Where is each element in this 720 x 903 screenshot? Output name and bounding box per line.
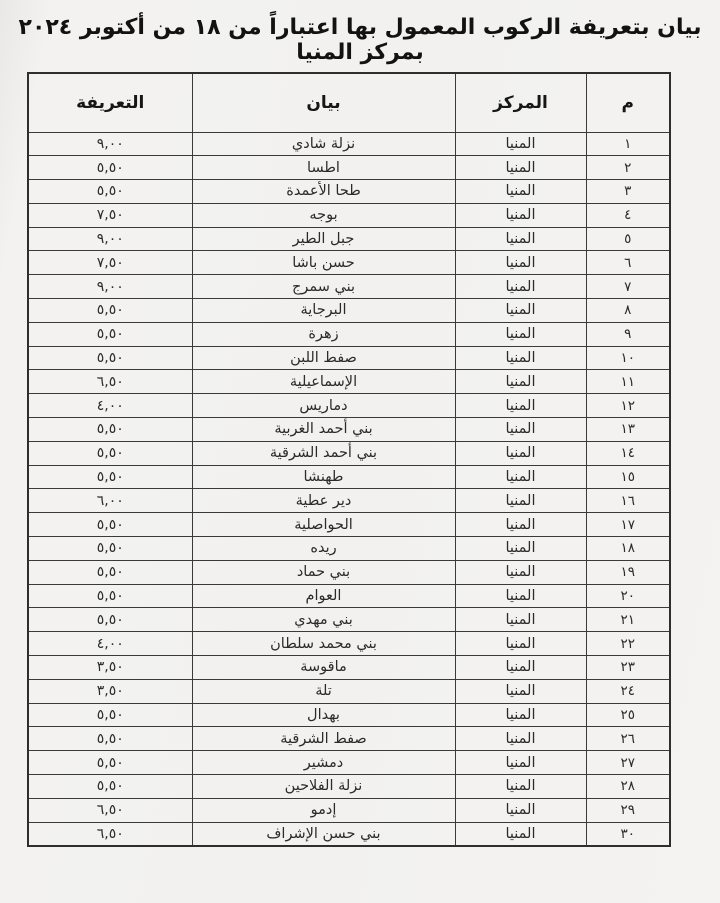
row-center-cell: المنيا: [455, 775, 586, 799]
row-tariff-cell: ٥,٥٠: [28, 560, 192, 584]
row-index-cell: ١٤: [586, 441, 670, 465]
header-statement: بيان: [192, 73, 455, 132]
document-title: بيان بتعريفة الركوب المعمول بها اعتباراً من ١٨ من أكتوبر ٢٠٢٤ بمركز المنيا: [18, 15, 702, 65]
row-center-cell: المنيا: [455, 418, 586, 442]
row-index-cell: ١: [586, 132, 670, 156]
table-row: [28, 441, 670, 465]
table-row: [28, 394, 670, 418]
row-tariff-cell: ٥,٥٠: [28, 727, 192, 751]
row-index-cell: ٢٨: [586, 775, 670, 799]
row-index-cell: ٢٧: [586, 751, 670, 775]
row-statement-cell: نزلة شادي: [192, 132, 455, 156]
row-statement-cell: زهرة: [192, 322, 455, 346]
row-tariff-cell: ٥,٥٠: [28, 608, 192, 632]
table-row: [28, 822, 670, 846]
row-tariff-cell: ٣,٥٠: [28, 656, 192, 680]
row-center-cell: المنيا: [455, 370, 586, 394]
row-statement-cell: بني أحمد الشرقية: [192, 441, 455, 465]
row-tariff-cell: ٤,٠٠: [28, 394, 192, 418]
row-tariff-cell: ٥,٥٠: [28, 465, 192, 489]
table-row: [28, 418, 670, 442]
row-index-cell: ١٦: [586, 489, 670, 513]
row-index-cell: ١٧: [586, 513, 670, 537]
row-statement-cell: دمشير: [192, 751, 455, 775]
table-row: [28, 798, 670, 822]
table-row: [28, 299, 670, 323]
row-index-cell: ٢٣: [586, 656, 670, 680]
row-center-cell: المنيا: [455, 227, 586, 251]
row-statement-cell: الحواصلية: [192, 513, 455, 537]
row-statement-cell: حسن باشا: [192, 251, 455, 275]
row-statement-cell: ماقوسة: [192, 656, 455, 680]
table-row: [28, 203, 670, 227]
table-row: [28, 275, 670, 299]
row-index-cell: ٤: [586, 203, 670, 227]
row-center-cell: المنيا: [455, 489, 586, 513]
row-tariff-cell: ٥,٥٠: [28, 775, 192, 799]
row-statement-cell: صفط الشرقية: [192, 727, 455, 751]
table-row: [28, 132, 670, 156]
row-center-cell: المنيا: [455, 346, 586, 370]
table-row: [28, 679, 670, 703]
table-row: [28, 227, 670, 251]
row-index-cell: ٩: [586, 322, 670, 346]
table-row: [28, 465, 670, 489]
header-row: [28, 73, 670, 132]
row-index-cell: ١٢: [586, 394, 670, 418]
row-tariff-cell: ٧,٥٠: [28, 203, 192, 227]
row-center-cell: المنيا: [455, 822, 586, 846]
row-index-cell: ٢٤: [586, 679, 670, 703]
row-center-cell: المنيا: [455, 560, 586, 584]
row-tariff-cell: ٥,٥٠: [28, 180, 192, 204]
row-center-cell: المنيا: [455, 299, 586, 323]
row-tariff-cell: ٥,٥٠: [28, 156, 192, 180]
row-center-cell: المنيا: [455, 441, 586, 465]
row-tariff-cell: ٦,٠٠: [28, 489, 192, 513]
table-row: [28, 180, 670, 204]
row-statement-cell: بني حسن الإشراف: [192, 822, 455, 846]
table-row: [28, 584, 670, 608]
table-row: [28, 322, 670, 346]
row-center-cell: المنيا: [455, 679, 586, 703]
row-tariff-cell: ٤,٠٠: [28, 632, 192, 656]
row-tariff-cell: ٥,٥٠: [28, 537, 192, 561]
row-index-cell: ١٣: [586, 418, 670, 442]
row-center-cell: المنيا: [455, 465, 586, 489]
row-statement-cell: إدمو: [192, 798, 455, 822]
table-row: [28, 370, 670, 394]
row-index-cell: ١٩: [586, 560, 670, 584]
row-index-cell: ٢٥: [586, 703, 670, 727]
row-statement-cell: الإسماعيلية: [192, 370, 455, 394]
row-index-cell: ٨: [586, 299, 670, 323]
row-index-cell: ١٠: [586, 346, 670, 370]
table-row: [28, 727, 670, 751]
row-statement-cell: بوجه: [192, 203, 455, 227]
header-index: م: [586, 73, 670, 132]
row-index-cell: ٢١: [586, 608, 670, 632]
row-center-cell: المنيا: [455, 798, 586, 822]
table-row: [28, 513, 670, 537]
header-tariff: التعريفة: [28, 73, 192, 132]
row-center-cell: المنيا: [455, 703, 586, 727]
row-statement-cell: بني سمرج: [192, 275, 455, 299]
row-center-cell: المنيا: [455, 203, 586, 227]
row-center-cell: المنيا: [455, 275, 586, 299]
row-statement-cell: طحا الأعمدة: [192, 180, 455, 204]
row-center-cell: المنيا: [455, 584, 586, 608]
row-tariff-cell: ٥,٥٠: [28, 751, 192, 775]
table-row: [28, 632, 670, 656]
row-center-cell: المنيا: [455, 132, 586, 156]
row-tariff-cell: ٩,٠٠: [28, 227, 192, 251]
row-tariff-cell: ٥,٥٠: [28, 584, 192, 608]
row-statement-cell: بني حماد: [192, 560, 455, 584]
row-center-cell: المنيا: [455, 537, 586, 561]
row-center-cell: المنيا: [455, 513, 586, 537]
row-index-cell: ٣: [586, 180, 670, 204]
row-tariff-cell: ٥,٥٠: [28, 346, 192, 370]
row-index-cell: ٣٠: [586, 822, 670, 846]
row-statement-cell: بني مهدي: [192, 608, 455, 632]
row-tariff-cell: ٥,٥٠: [28, 322, 192, 346]
table-body: [28, 132, 670, 846]
row-statement-cell: البرجاية: [192, 299, 455, 323]
row-center-cell: المنيا: [455, 322, 586, 346]
row-center-cell: المنيا: [455, 751, 586, 775]
row-index-cell: ٢: [586, 156, 670, 180]
row-center-cell: المنيا: [455, 180, 586, 204]
row-tariff-cell: ٣,٥٠: [28, 679, 192, 703]
row-tariff-cell: ٥,٥٠: [28, 513, 192, 537]
row-statement-cell: العوام: [192, 584, 455, 608]
row-index-cell: ٥: [586, 227, 670, 251]
row-statement-cell: ريده: [192, 537, 455, 561]
row-index-cell: ١١: [586, 370, 670, 394]
table-row: [28, 751, 670, 775]
table-row: [28, 608, 670, 632]
row-statement-cell: تلة: [192, 679, 455, 703]
row-center-cell: المنيا: [455, 727, 586, 751]
row-tariff-cell: ٥,٥٠: [28, 441, 192, 465]
row-index-cell: ٢٠: [586, 584, 670, 608]
row-statement-cell: نزلة الفلاحين: [192, 775, 455, 799]
row-tariff-cell: ٦,٥٠: [28, 822, 192, 846]
row-center-cell: المنيا: [455, 608, 586, 632]
row-statement-cell: بني أحمد الغربية: [192, 418, 455, 442]
row-statement-cell: صفط اللبن: [192, 346, 455, 370]
row-index-cell: ٦: [586, 251, 670, 275]
row-index-cell: ٢٩: [586, 798, 670, 822]
row-center-cell: المنيا: [455, 394, 586, 418]
row-index-cell: ٢٢: [586, 632, 670, 656]
table-row: [28, 489, 670, 513]
row-tariff-cell: ٩,٠٠: [28, 275, 192, 299]
row-statement-cell: اطسا: [192, 156, 455, 180]
row-index-cell: ١٨: [586, 537, 670, 561]
row-index-cell: ٧: [586, 275, 670, 299]
tariff-table: [27, 72, 671, 847]
table-row: [28, 703, 670, 727]
table-row: [28, 775, 670, 799]
table-row: [28, 346, 670, 370]
table-row: [28, 656, 670, 680]
row-center-cell: المنيا: [455, 156, 586, 180]
table-row: [28, 251, 670, 275]
row-tariff-cell: ٥,٥٠: [28, 703, 192, 727]
row-statement-cell: جبل الطير: [192, 227, 455, 251]
row-statement-cell: بهدال: [192, 703, 455, 727]
table-row: [28, 537, 670, 561]
row-tariff-cell: ٧,٥٠: [28, 251, 192, 275]
table-row: [28, 560, 670, 584]
row-statement-cell: دير عطية: [192, 489, 455, 513]
row-index-cell: ٢٦: [586, 727, 670, 751]
row-tariff-cell: ٦,٥٠: [28, 798, 192, 822]
row-tariff-cell: ٥,٥٠: [28, 299, 192, 323]
row-center-cell: المنيا: [455, 251, 586, 275]
header-center: المركز: [455, 73, 586, 132]
row-tariff-cell: ٩,٠٠: [28, 132, 192, 156]
row-statement-cell: بني محمد سلطان: [192, 632, 455, 656]
row-center-cell: المنيا: [455, 632, 586, 656]
row-center-cell: المنيا: [455, 656, 586, 680]
row-tariff-cell: ٥,٥٠: [28, 418, 192, 442]
row-index-cell: ١٥: [586, 465, 670, 489]
table-row: [28, 156, 670, 180]
row-statement-cell: دماريس: [192, 394, 455, 418]
row-tariff-cell: ٦,٥٠: [28, 370, 192, 394]
row-statement-cell: طهنشا: [192, 465, 455, 489]
